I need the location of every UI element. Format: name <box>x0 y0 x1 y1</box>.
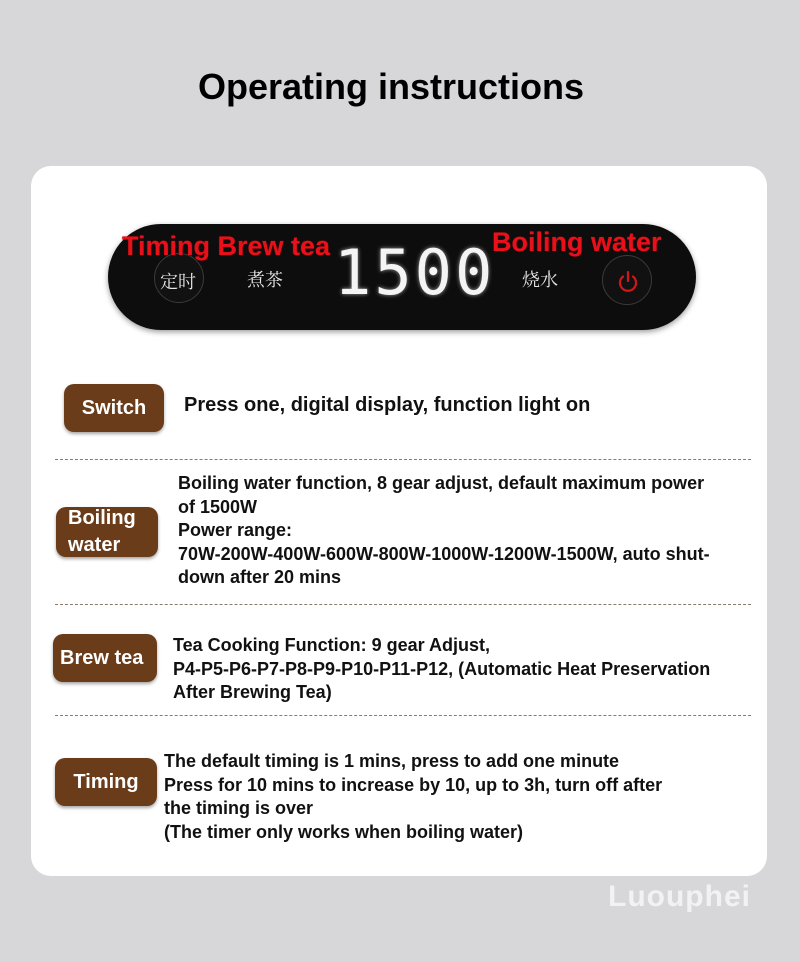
brew-tea-description: Tea Cooking Function: 9 gear Adjust, P4-P5-P6-P7-P8-P9-P10-P11-P12, (Automatic Heat Preservation After Brewing Tea) <box>173 635 711 702</box>
boiling-cn-label: 烧水 <box>522 270 558 291</box>
divider <box>55 459 751 460</box>
brew-tea-cn-label: 煮茶 <box>247 270 283 291</box>
timing-badge: Timing <box>55 758 157 806</box>
power-display: 1500 <box>334 236 496 309</box>
divider <box>55 715 751 716</box>
divider <box>55 604 751 605</box>
power-icon <box>616 270 640 294</box>
switch-description: Press one, digital display, function light on <box>184 394 591 416</box>
timing-description: The default timing is 1 mins, press to add one minute Press for 10 mins to increase by 10, up to 3h, turn off after the timing is over (The timer only works when boiling water) <box>164 751 663 842</box>
brew-tea-badge: Brew tea <box>53 634 157 682</box>
boiling-water-label: Boiling water <box>492 227 662 257</box>
page-title: Operating instructions <box>197 66 585 107</box>
boiling-water-description: Boiling water function, 8 gear adjust, default maximum power of 1500W Power range: 70W-200W-400W-600W-800W-1000W-1200W-1500W, auto shut- down after 20 mins <box>178 473 710 587</box>
timing-brew-tea-label: Timing Brew tea <box>122 231 331 261</box>
switch-badge: Switch <box>64 384 164 432</box>
timing-cn-label: 定时 <box>160 272 196 293</box>
brand-watermark: Luouphei <box>608 880 751 913</box>
boiling-water-badge: Boiling water <box>56 507 158 557</box>
